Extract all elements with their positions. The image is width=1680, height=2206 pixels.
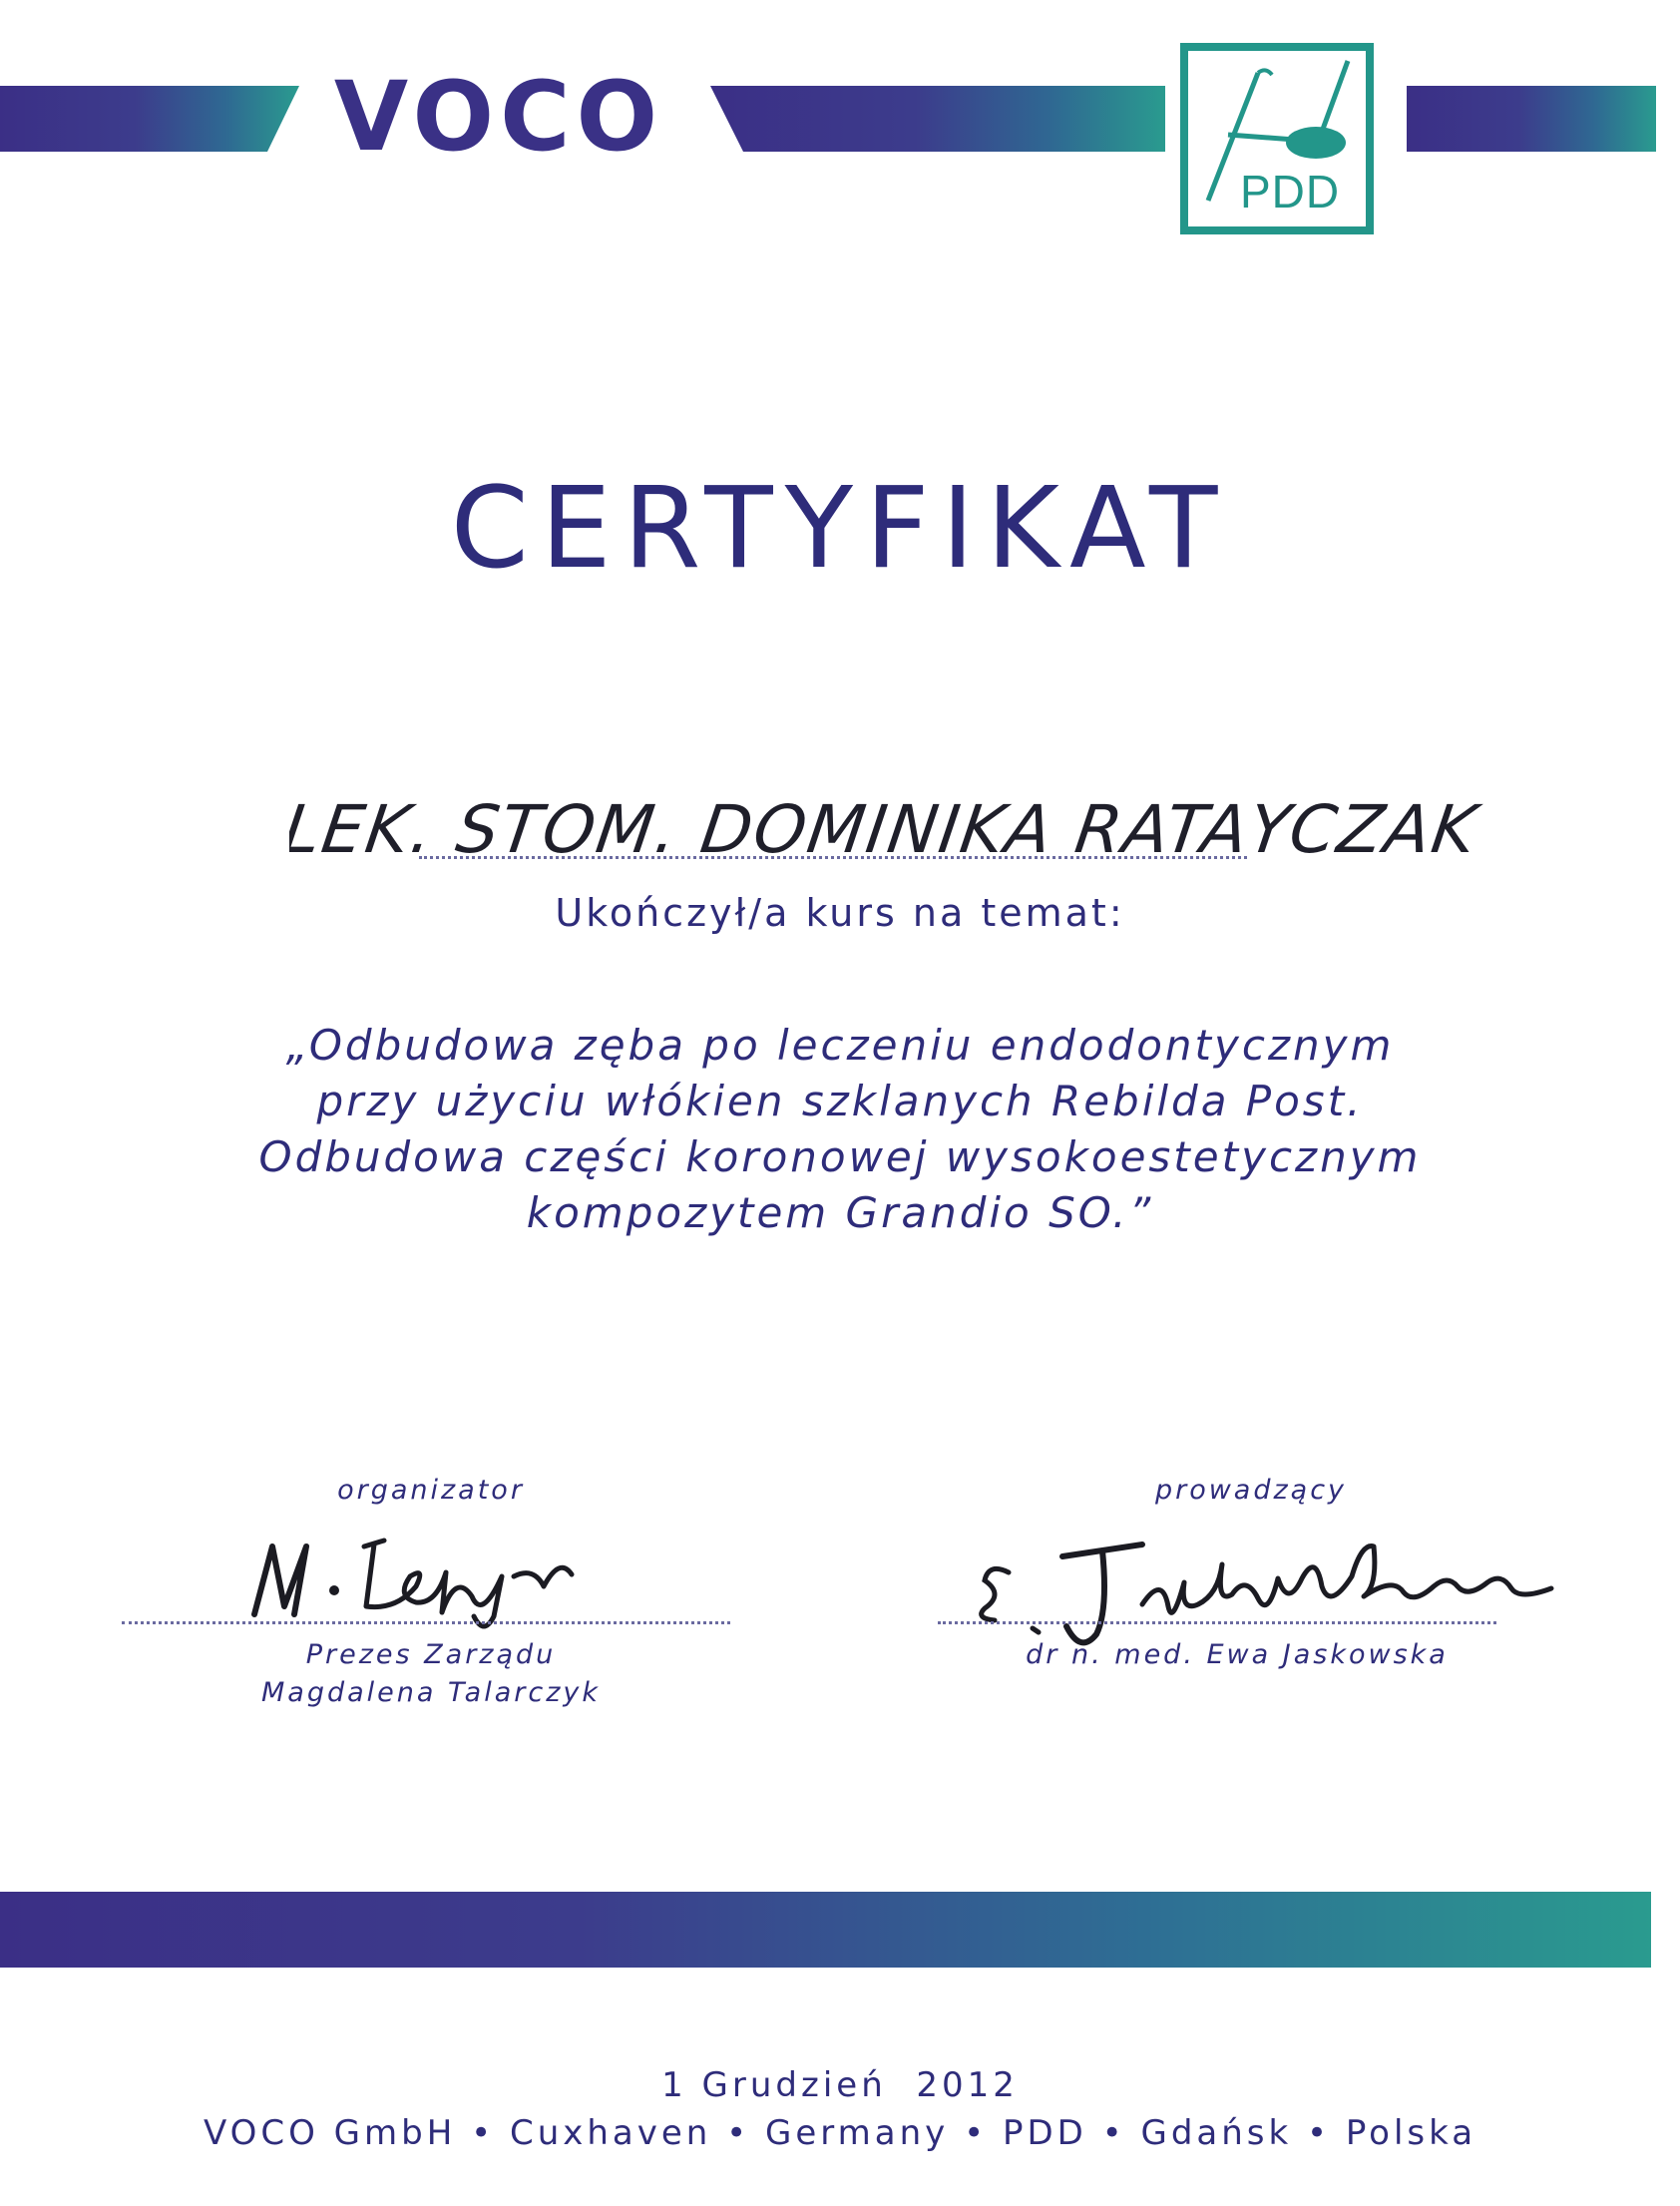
pdd-logo-text: PDD	[1240, 166, 1341, 218]
course-title	[0, 1018, 1680, 1241]
recipient-dotted-line	[419, 856, 1247, 859]
lecturer-role-label: prowadzący	[1154, 1475, 1348, 1506]
organizer-title: Prezes Zarządu	[305, 1639, 557, 1670]
pdd-logo	[1180, 43, 1374, 234]
course-line: kompozytem Grandio SO.”	[526, 1188, 1154, 1237]
recipient-name-text: LEK. STOM. DOMINIKA RATAYCZAK	[289, 790, 1483, 868]
voco-logo-text: VOCO	[333, 61, 664, 173]
completed-course-label: Ukończył/a kurs na temat:	[555, 891, 1125, 935]
organizer-role-label: organizator	[337, 1475, 525, 1506]
header-band	[0, 64, 1656, 174]
voco-logo	[289, 58, 708, 178]
organizer-name: Magdalena Talarczyk	[261, 1677, 601, 1708]
lecturer-caption	[978, 1636, 1496, 1674]
organizer-signature	[224, 1507, 643, 1636]
course-line: „Odbudowa zęba po leczeniu endodontycznym	[285, 1021, 1395, 1070]
course-line: przy użyciu włókien szklanych Rebilda Post.	[316, 1077, 1364, 1125]
organizer-address: VOCO GmbH • Cuxhaven • Germany • PDD • Gdańsk • Polska	[203, 2113, 1477, 2153]
organizer-signature-line	[122, 1621, 730, 1624]
recipient-name-handwritten	[289, 778, 1486, 878]
organizer-caption	[182, 1636, 680, 1712]
course-line: Odbudowa części koronowej wysokoestetycznym	[258, 1132, 1422, 1181]
certificate-date: 1 Grudzień 2012	[661, 2065, 1019, 2105]
certificate-title: CERTYFIKAT	[450, 464, 1230, 594]
lecturer-name: dr n. med. Ewa Jaskowska	[1026, 1639, 1449, 1670]
lecturer-signature-line	[938, 1621, 1496, 1624]
footer-band	[0, 1892, 1651, 1968]
